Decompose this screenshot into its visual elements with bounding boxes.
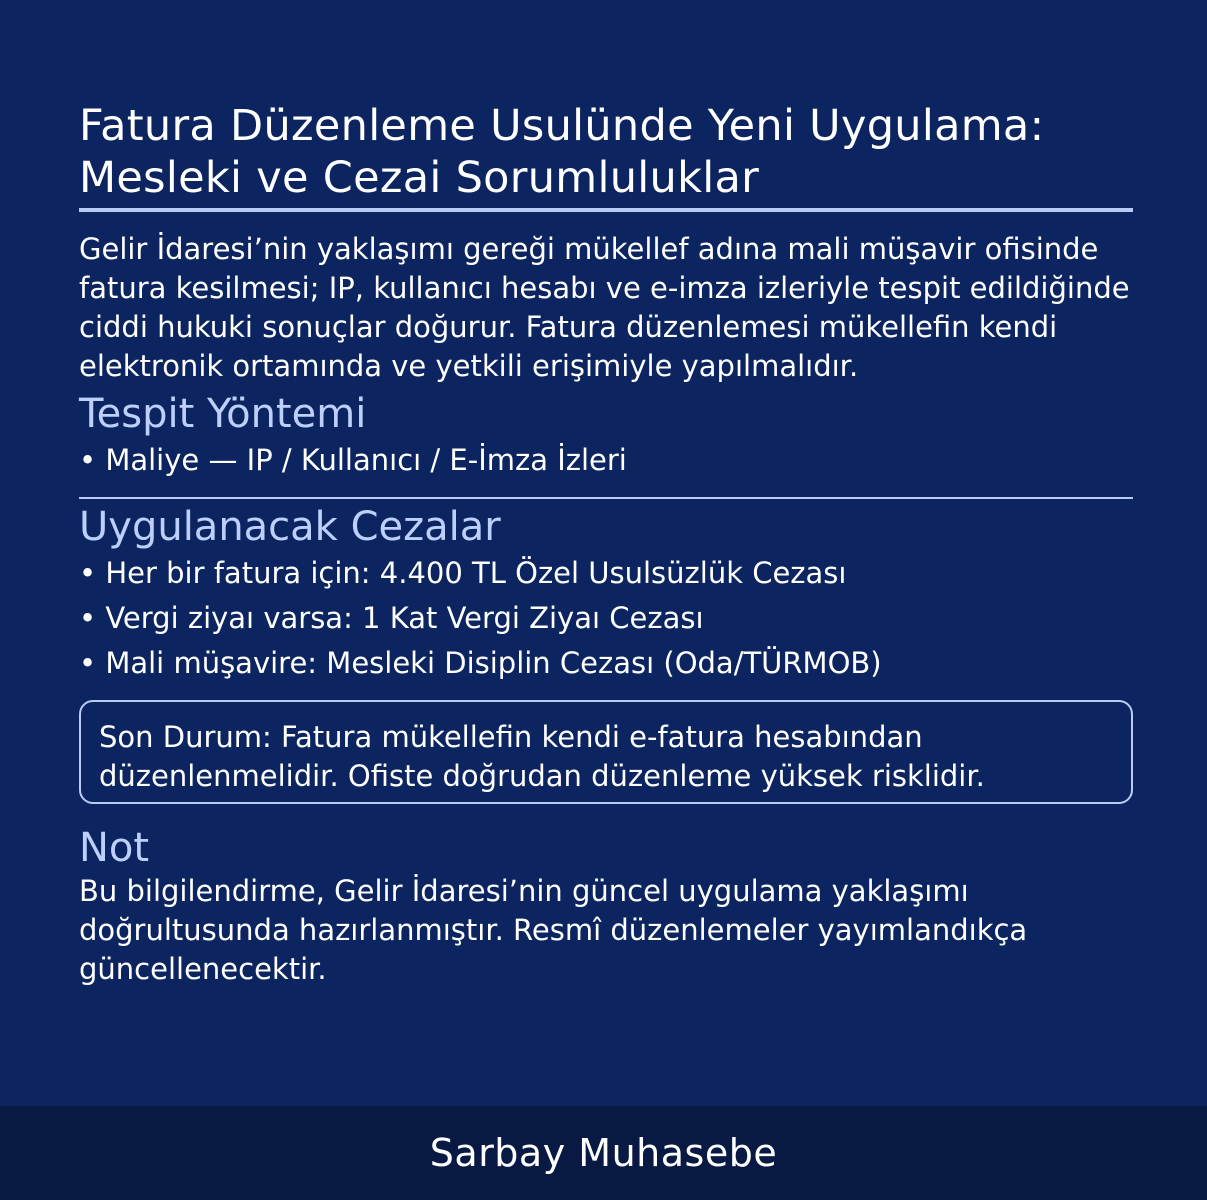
penalty-item: • Vergi ziyaı varsa: 1 Kat Vergi Ziyaı Cezası	[79, 601, 704, 635]
status-callout: Son Durum: Fatura mükellefin kendi e-fatura hesabından düzenlenmelidir. Ofiste doğrudan düzenleme yüksek risklidir.	[79, 700, 1133, 804]
footer-brand: Sarbay Muhasebe	[0, 1106, 1207, 1200]
detection-heading: Tespit Yöntemi	[79, 391, 367, 437]
post-content	[79, 100, 1133, 989]
note-body: Bu bilgilendirme, Gelir İdaresi’nin güncel uygulama yaklaşımı doğrultusunda hazırlanmıştır. Resmî düzenlemeler yayımlandıkça güncellenecektir.	[79, 874, 1028, 986]
penalty-item: • Mali müşavire: Mesleki Disiplin Cezası (Oda/TÜRMOB)	[79, 646, 882, 680]
page-title	[79, 100, 1133, 204]
title-line-2: Mesleki ve Cezai Sorumluluklar	[79, 153, 760, 203]
detection-item: • Maliye — IP / Kullanıcı / E-İmza İzleri	[79, 443, 627, 477]
penalties-heading: Uygulanacak Cezalar	[79, 504, 501, 550]
note-heading: Not	[79, 825, 150, 871]
section-divider	[79, 497, 1133, 499]
intro-paragraph: Gelir İdaresi’nin yaklaşımı gereği mükellef adına mali müşavir ofisinde fatura kesilmesi; IP, kullanıcı hesabı ve e-imza izleriyle tespit edildiğinde ciddi hukuki sonuçlar doğurur. Fatura düzenlemesi mükellefin kendi elektronik ortamında ve yetkili erişimiyle yapılmalıdır.	[79, 232, 1130, 383]
penalty-item: • Her bir fatura için: 4.400 TL Özel Usulsüzlük Cezası	[79, 556, 847, 590]
title-line-1: Fatura Düzenleme Usulünde Yeni Uygulama:	[79, 101, 1045, 151]
title-divider	[79, 208, 1133, 212]
